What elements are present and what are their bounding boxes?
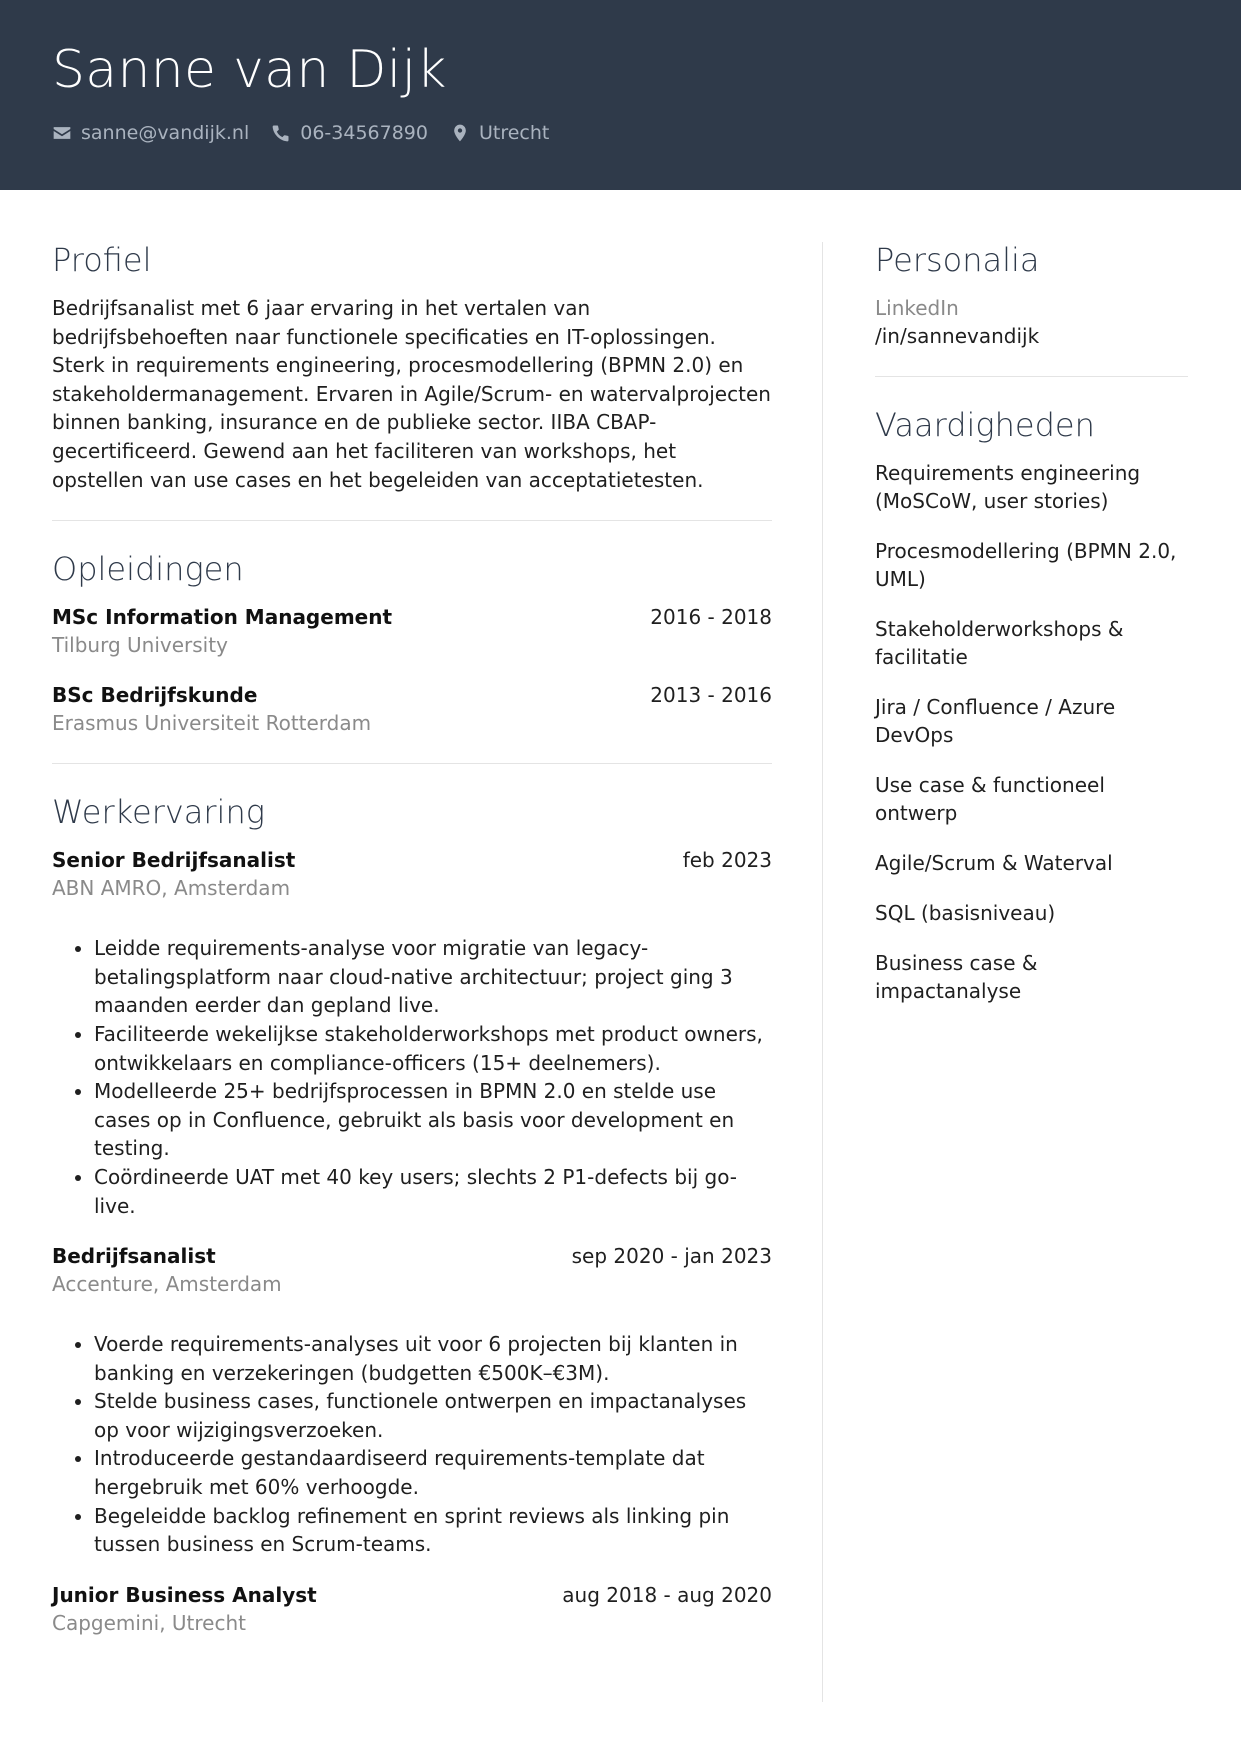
linkedin-link[interactable]: /in/sannevandijk (875, 324, 1040, 348)
job-role: Senior Bedrijfsanalist (52, 848, 296, 873)
education-entry (52, 681, 772, 737)
main-column (52, 238, 772, 1637)
profile-section (52, 238, 772, 494)
education-entry (52, 603, 772, 659)
resume-header (0, 0, 1241, 190)
achievement-item: • Coördineerde UAT met 40 key users; slechts 2 P1-defects bij go-live. (94, 1163, 772, 1220)
achievement-item: • Faciliteerde wekelijkse stakeholderworkshops met product owners, ontwikkelaars en compliance-officers (15+ deelnemers). (94, 1020, 772, 1077)
contact-info (52, 122, 571, 144)
job-period: sep 2020 - jan 2023 (571, 1244, 772, 1269)
job-achievements (52, 934, 772, 1220)
envelope-icon (52, 123, 72, 143)
job-entry (52, 1242, 772, 1559)
skill-item: Procesmodellering (BPMN 2.0, UML) (875, 539, 1177, 591)
achievement-item: • Leidde requirements-analyse voor migratie van legacy-betalingsplatform naar cloud-native architectuur; project ging 3 maanden eerder dan gepland live. (94, 934, 772, 1020)
candidate-name: Sanne van Dijk (52, 40, 447, 100)
achievement-item: • Introduceerde gestandaardiseerd requirements-template dat hergebruik met 60% verhoogde. (94, 1444, 772, 1501)
linkedin-label: LinkedIn (875, 296, 959, 320)
skill-item: Stakeholderworkshops & facilitatie (875, 617, 1124, 669)
achievement-item: • Begeleidde backlog refinement en sprint reviews als linking pin tussen business en Scrum-teams. (94, 1502, 772, 1559)
job-period: aug 2018 - aug 2020 (562, 1582, 772, 1607)
email-text: sanne@vandijk.nl (81, 122, 250, 144)
profile-text: Bedrijfsanalist met 6 jaar ervaring in het vertalen van bedrijfsbehoeften naar functionele specificaties en IT-oplossingen. Sterk in requirements engineering, procesmodellering (BPMN 2.0) en stakeholdermanagement. Ervaren in Agile/Scrum- en watervalprojecten binnen banking, insurance en de publieke sector. IIBA CBAP-gecertificeerd. Gewend aan het faciliteren van workshops, het opstellen van use cases en het begeleiden van acceptatietesten. (52, 296, 771, 492)
job-achievements (52, 1330, 772, 1559)
education-heading: Opleidingen (52, 550, 244, 589)
skills-heading: Vaardigheden (875, 406, 1095, 444)
contact-email[interactable] (52, 122, 249, 144)
job-entry (52, 846, 772, 1220)
location-text: Utrecht (478, 122, 550, 144)
section-divider (875, 376, 1188, 377)
education-section (52, 547, 772, 737)
linkedin-field (875, 294, 1188, 350)
achievement-item: • Modelleerde 25+ bedrijfsprocessen in BPMN 2.0 en stelde use cases op in Confluence, gebruikt als basis voor development en testing. (94, 1077, 772, 1163)
column-divider (822, 242, 823, 1702)
achievement-item: • Voerde requirements-analyses uit voor 6 projecten bij klanten in banking en verzekeringen (budgetten €500K–€3M). (94, 1330, 772, 1387)
job-entry (52, 1581, 772, 1637)
job-company: Capgemini, Utrecht (52, 1610, 246, 1635)
skill-item: Business case & impactanalyse (875, 951, 1038, 1003)
skill-item: Use case & functioneel ontwerp (875, 773, 1105, 825)
profile-heading: Profiel (52, 241, 152, 279)
section-divider (52, 520, 772, 521)
skill-item: Agile/Scrum & Waterval (875, 851, 1113, 875)
institution-name: Tilburg University (52, 633, 228, 658)
job-company: ABN AMRO, Amsterdam (52, 876, 291, 901)
phone-text: 06-34567890 (300, 122, 428, 144)
institution-name: Erasmus Universiteit Rotterdam (52, 711, 372, 736)
job-role: Junior Business Analyst (52, 1582, 317, 1607)
phone-icon (271, 123, 291, 143)
job-company: Accenture, Amsterdam (52, 1272, 282, 1297)
skills-section (875, 403, 1188, 1005)
personal-section (875, 238, 1188, 350)
contact-location (450, 122, 549, 144)
skill-item: Jira / Confluence / Azure DevOps (875, 695, 1116, 747)
education-period: 2013 - 2016 (650, 683, 772, 708)
degree-title: MSc Information Management (52, 605, 393, 630)
degree-title: BSc Bedrijfskunde (52, 683, 258, 708)
achievement-item: • Stelde business cases, functionele ontwerpen en impactanalyses op voor wijzigingsverzoeken. (94, 1387, 772, 1444)
sidebar-column (875, 238, 1188, 1027)
skill-item: Requirements engineering (MoSCoW, user stories) (875, 461, 1141, 513)
job-role: Bedrijfsanalist (52, 1244, 216, 1269)
experience-section (52, 790, 772, 1637)
map-pin-icon (450, 123, 470, 143)
education-period: 2016 - 2018 (650, 605, 772, 630)
skills-list (875, 459, 1188, 1005)
job-period: feb 2023 (682, 848, 772, 873)
contact-phone[interactable] (271, 122, 428, 144)
personal-heading: Personalia (875, 241, 1040, 279)
experience-heading: Werkervaring (52, 793, 265, 832)
skill-item: SQL (basisniveau) (875, 901, 1056, 925)
section-divider (52, 763, 772, 764)
